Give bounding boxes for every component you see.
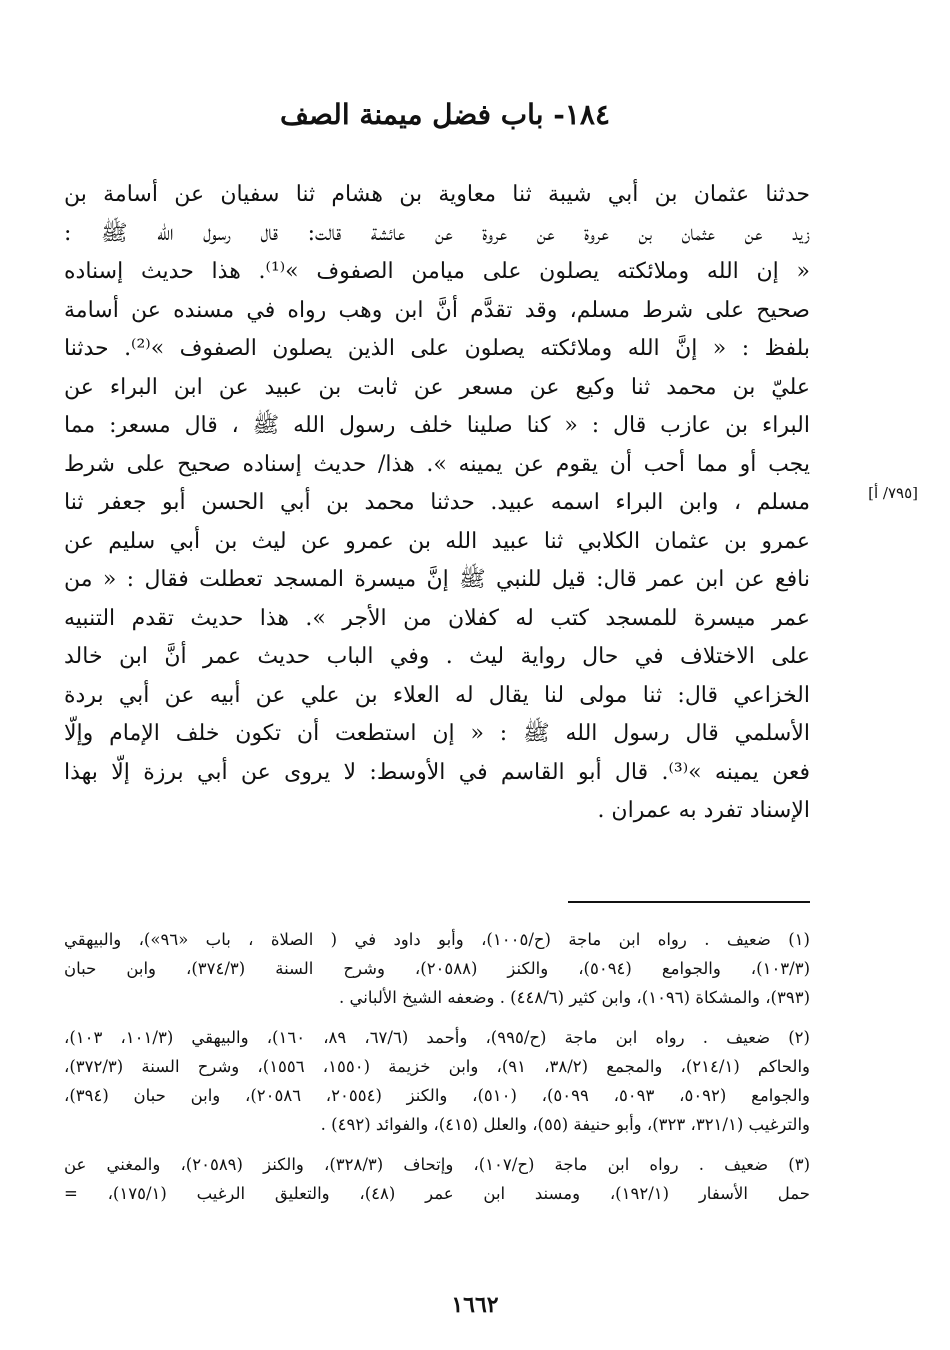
footnote-line: (٣) ضعيف . رواه ابن ماجة (ح/١٠٧)، وإتحاف (٣٢٨/٣)، والكنز (٢٠٥٨٩)، والمغني عن bbox=[64, 1155, 810, 1174]
footnote-line: (٢) ضعيف . رواه ابن ماجة (ح/٩٩٥)، وأحمد (٦٧/٦، ٨٩، ١٦٠)، والبيهقي (١٠١/٣، ١٠٣)، bbox=[64, 1028, 810, 1047]
text-line: الخزاعي قال: ثنا مولى لنا يقال له العلاء بن علي عن أبيه عن أبي بردة bbox=[64, 682, 810, 708]
text-line: « إن الله وملائكته يصلون على ميامن الصفوف »⁽¹⁾. هذا حديث إسناده bbox=[64, 259, 810, 284]
footnote-3 bbox=[64, 1150, 810, 1208]
footnote-2 bbox=[64, 1023, 810, 1139]
text-line: فعن يمينه »⁽³⁾. قال أبو القاسم في الأوسط: لا يروى عن أبي برزة إلّا بهذا bbox=[64, 759, 810, 785]
footnote-line: (١٠٣/٣)، والجوامع (٥٠٩٤)، والكنز (٢٠٥٨٨)، وشرح السنة (٣٧٤/٣)، وابن حبان bbox=[64, 959, 810, 978]
text-line: الإسناد تفرد به عمران . bbox=[597, 798, 810, 823]
text-line: بلفظ : « إنَّ الله وملائكته يصلون على الذين يصلون الصفوف »⁽²⁾. حدثنا bbox=[64, 336, 810, 361]
footnote-line: (٣٩٣)، والمشكاة (١٠٩٦)، وابن كثير (٤٤٨/٦) . وضعفه الشيخ الألباني . bbox=[339, 988, 810, 1007]
text-line: عليّ بن محمد ثنا وكيع عن مسعر عن ثابت بن عبيد عن ابن البراء عن bbox=[64, 374, 810, 400]
footnote-line: حمل الأسفار (١٩٢/١)، ومسند ابن عمر (٤٨)، والتعليق الرغيب (١٧٥/١)، = bbox=[64, 1184, 810, 1203]
footnote-separator bbox=[568, 901, 810, 903]
text-line: نافع عن ابن عمر قال: قيل للنبي ﷺ إنَّ ميسرة المسجد تعطلت فقال : « من bbox=[64, 567, 810, 592]
footnotes bbox=[64, 925, 810, 1219]
chapter-title: ١٨٤- باب فضل ميمنة الصف bbox=[280, 98, 610, 131]
text-line: مسلم ، وابن البراء اسمه عبيد. حدثنا محمد بن أبي الحسن أبو جعفر ثنا bbox=[64, 490, 810, 515]
text-line: يجب أو مما أحب أن يقوم عن يمينه ». هذا/ حديث إسناده صحيح على شرط bbox=[64, 451, 810, 477]
margin-manuscript-reference: [٧٩٥/ أ] bbox=[868, 484, 918, 502]
main-text bbox=[64, 176, 810, 831]
footnote-line: والترغيب (٣٢١/١، ٣٢٣)، وأبو حنيفة (٥٥)، والعلل (٤١٥)، والفوائد (٤٩٢) . bbox=[320, 1115, 810, 1134]
text-line: عمر ميسرة للمسجد كتب له كفلان من الأجر ». هذا حديث تقدم التنبيه bbox=[64, 605, 810, 631]
footnote-line: والجوامع (٥٠٩٢، ٥٠٩٣، ٥٠٩٩)، (٥١٠)، والكنز (٢٠٥٥٤، ٢٠٥٨٦)، وابن حبان (٣٩٤)، bbox=[64, 1086, 810, 1105]
footnote-1 bbox=[64, 925, 810, 1012]
footnote-line: والحاكم (٢١٤/١)، والمجمع (٣٨/٢، ٩١)، وابن خزيمة (١٥٥٠، ١٥٥٦)، وشرح السنة (٣٧٢/٣)، bbox=[64, 1057, 810, 1076]
page-number: ١٦٦٢ bbox=[451, 1292, 499, 1318]
text-line: على الاختلاف في حال رواية ليث . وفي الباب حديث عمر أنَّ ابن خالد bbox=[64, 644, 810, 669]
text-line: عمرو بن عثمان الكلابي ثنا عبيد الله بن عمرو عن ليث بن أبي سليم عن bbox=[64, 528, 810, 554]
text-line: البراء بن عازب قال : « كنا صلينا خلف رسول الله ﷺ ، قال مسعر: مما bbox=[64, 413, 810, 438]
footnote-line: (١) ضعيف . رواه ابن ماجة (ح/١٠٠٥)، وأبو داود في ( الصلاة ، باب «٩٦»)، والبيهقي bbox=[64, 930, 810, 949]
text-line: الأسلمي قال رسول الله ﷺ : « إن استطعت أن تكون خلف الإمام وإلّا bbox=[64, 721, 810, 746]
text-line: صحيح على شرط مسلم، وقد تقدَّم أنَّ ابن وهب رواه في مسنده عن أسامة bbox=[64, 297, 810, 323]
text-line: حدثنا عثمان بن أبي شيبة ثنا معاوية بن هشام ثنا سفيان عن أسامة بن bbox=[64, 182, 810, 207]
text-line: زيد عن عثمان بن عروة عن عروة عن عائشة قالت: قال رسول الله ﷺ : bbox=[64, 220, 810, 246]
